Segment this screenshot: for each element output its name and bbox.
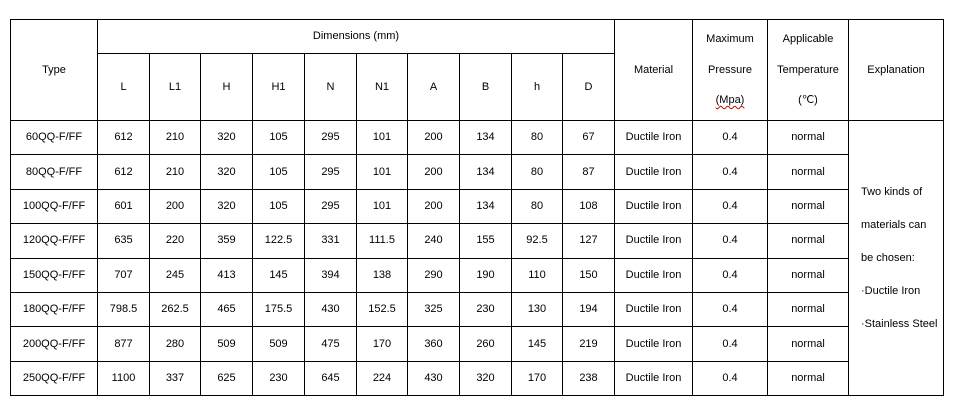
cell-dim: 320 [201, 121, 253, 155]
cell-dim: 210 [150, 155, 201, 189]
cell-pressure: 0.4 [693, 292, 768, 326]
header-dim-l: L [98, 54, 150, 121]
cell-dim: 101 [357, 121, 408, 155]
cell-dim: 101 [357, 155, 408, 189]
cell-dim: 134 [460, 189, 512, 223]
cell-dim: 245 [150, 258, 201, 292]
cell-dim: 130 [512, 292, 563, 326]
cell-dim: 134 [460, 121, 512, 155]
cell-dim: 110 [512, 258, 563, 292]
cell-dim: 475 [305, 327, 357, 361]
cell-dim: 295 [305, 121, 357, 155]
header-temperature [768, 20, 849, 121]
cell-dim: 320 [460, 361, 512, 395]
cell-dim: 105 [253, 155, 305, 189]
cell-temperature: normal [768, 361, 849, 395]
header-dim-b: B [460, 54, 512, 121]
cell-dim: 108 [563, 189, 615, 223]
table-row [11, 327, 944, 361]
header-dim-n: N [305, 54, 357, 121]
cell-dim: 224 [357, 361, 408, 395]
cell-dim: 200 [408, 155, 460, 189]
table-row [11, 121, 944, 155]
cell-dim: 67 [563, 121, 615, 155]
cell-dim: 230 [460, 292, 512, 326]
cell-type: 150QQ-F/FF [11, 258, 98, 292]
cell-dim: 134 [460, 155, 512, 189]
cell-type: 80QQ-F/FF [11, 155, 98, 189]
explanation-line: ·Ductile Iron [861, 284, 921, 297]
cell-dim: 87 [563, 155, 615, 189]
cell-type: 200QQ-F/FF [11, 327, 98, 361]
specification-table [10, 19, 944, 396]
cell-temperature: normal [768, 189, 849, 223]
cell-dim: 260 [460, 327, 512, 361]
cell-dim: 80 [512, 121, 563, 155]
cell-dim: 612 [98, 155, 150, 189]
cell-temperature: normal [768, 327, 849, 361]
cell-dim: 465 [201, 292, 253, 326]
cell-dim: 413 [201, 258, 253, 292]
cell-material: Ductile Iron [615, 361, 693, 395]
cell-material: Ductile Iron [615, 258, 693, 292]
header-dim-a: A [408, 54, 460, 121]
cell-dim: 101 [357, 189, 408, 223]
header-temperature-line1: Applicable [782, 33, 834, 45]
cell-dim: 219 [563, 327, 615, 361]
cell-dim: 80 [512, 155, 563, 189]
cell-pressure: 0.4 [693, 258, 768, 292]
cell-dim: 509 [253, 327, 305, 361]
cell-dim: 230 [253, 361, 305, 395]
header-dim-h1: H1 [253, 54, 305, 121]
cell-pressure: 0.4 [693, 121, 768, 155]
header-row-top [11, 20, 944, 54]
explanation-line: Two kinds of [861, 185, 923, 198]
cell-dim: 80 [512, 189, 563, 223]
cell-dim: 170 [357, 327, 408, 361]
cell-dim: 337 [150, 361, 201, 395]
cell-dim: 138 [357, 258, 408, 292]
cell-dim: 798.5 [98, 292, 150, 326]
cell-material: Ductile Iron [615, 155, 693, 189]
cell-dim: 170 [512, 361, 563, 395]
table-row [11, 361, 944, 395]
cell-material: Ductile Iron [615, 327, 693, 361]
table-row [11, 189, 944, 223]
header-dim-d: D [563, 54, 615, 121]
cell-dim: 127 [563, 224, 615, 258]
cell-dim: 290 [408, 258, 460, 292]
header-explanation: Explanation [849, 20, 944, 121]
cell-dim: 92.5 [512, 224, 563, 258]
cell-pressure: 0.4 [693, 224, 768, 258]
cell-dim: 145 [512, 327, 563, 361]
table-row [11, 224, 944, 258]
cell-pressure: 0.4 [693, 189, 768, 223]
cell-dim: 200 [408, 121, 460, 155]
cell-dim: 200 [150, 189, 201, 223]
cell-dim: 325 [408, 292, 460, 326]
header-dim-h-small: h [512, 54, 563, 121]
cell-material: Ductile Iron [615, 189, 693, 223]
cell-type: 60QQ-F/FF [11, 121, 98, 155]
header-temperature-unit: (℃) [798, 94, 818, 106]
cell-material: Ductile Iron [615, 224, 693, 258]
cell-dim: 635 [98, 224, 150, 258]
cell-dim: 331 [305, 224, 357, 258]
cell-temperature: normal [768, 258, 849, 292]
cell-pressure: 0.4 [693, 361, 768, 395]
explanation-line: be chosen: [861, 251, 915, 264]
cell-dim: 360 [408, 327, 460, 361]
table-row [11, 292, 944, 326]
cell-temperature: normal [768, 224, 849, 258]
cell-dim: 645 [305, 361, 357, 395]
cell-dim: 238 [563, 361, 615, 395]
header-pressure-line2: Pressure [707, 63, 753, 76]
cell-dim: 394 [305, 258, 357, 292]
cell-dim: 105 [253, 189, 305, 223]
cell-dim: 210 [150, 121, 201, 155]
cell-dim: 145 [253, 258, 305, 292]
table-row [11, 258, 944, 292]
header-type: Type [11, 20, 98, 121]
cell-dim: 190 [460, 258, 512, 292]
header-dim-n1: N1 [357, 54, 408, 121]
cell-dim: 150 [563, 258, 615, 292]
header-pressure-line1: Maximum [706, 33, 754, 45]
cell-dim: 295 [305, 155, 357, 189]
explanation-line: materials can [861, 218, 927, 231]
cell-dim: 1100 [98, 361, 150, 395]
cell-dim: 320 [201, 155, 253, 189]
cell-dim: 320 [201, 189, 253, 223]
header-pressure-unit: (Mpa) [715, 94, 745, 106]
cell-dim: 280 [150, 327, 201, 361]
table-row [11, 155, 944, 189]
cell-dim: 612 [98, 121, 150, 155]
header-dimensions: Dimensions (mm) [98, 20, 615, 54]
cell-type: 180QQ-F/FF [11, 292, 98, 326]
cell-dim: 359 [201, 224, 253, 258]
cell-temperature: normal [768, 155, 849, 189]
cell-type: 250QQ-F/FF [11, 361, 98, 395]
header-material: Material [615, 20, 693, 121]
cell-dim: 240 [408, 224, 460, 258]
cell-dim: 152.5 [357, 292, 408, 326]
cell-dim: 262.5 [150, 292, 201, 326]
cell-dim: 430 [408, 361, 460, 395]
cell-dim: 430 [305, 292, 357, 326]
cell-dim: 155 [460, 224, 512, 258]
cell-dim: 122.5 [253, 224, 305, 258]
cell-dim: 601 [98, 189, 150, 223]
cell-temperature: normal [768, 121, 849, 155]
explanation-line: ·Stainless Steel [861, 317, 938, 330]
cell-type: 100QQ-F/FF [11, 189, 98, 223]
cell-dim: 220 [150, 224, 201, 258]
cell-dim: 111.5 [357, 224, 408, 258]
cell-dim: 295 [305, 189, 357, 223]
explanation-cell [849, 121, 944, 396]
cell-dim: 105 [253, 121, 305, 155]
cell-dim: 707 [98, 258, 150, 292]
cell-pressure: 0.4 [693, 155, 768, 189]
header-pressure [693, 20, 768, 121]
cell-temperature: normal [768, 292, 849, 326]
cell-dim: 175.5 [253, 292, 305, 326]
cell-dim: 625 [201, 361, 253, 395]
header-dim-h: H [201, 54, 253, 121]
cell-dim: 877 [98, 327, 150, 361]
cell-dim: 200 [408, 189, 460, 223]
cell-dim: 509 [201, 327, 253, 361]
cell-dim: 194 [563, 292, 615, 326]
cell-type: 120QQ-F/FF [11, 224, 98, 258]
cell-material: Ductile Iron [615, 292, 693, 326]
cell-pressure: 0.4 [693, 327, 768, 361]
cell-material: Ductile Iron [615, 121, 693, 155]
header-temperature-line2: Temperature [777, 63, 839, 76]
header-dim-l1: L1 [150, 54, 201, 121]
